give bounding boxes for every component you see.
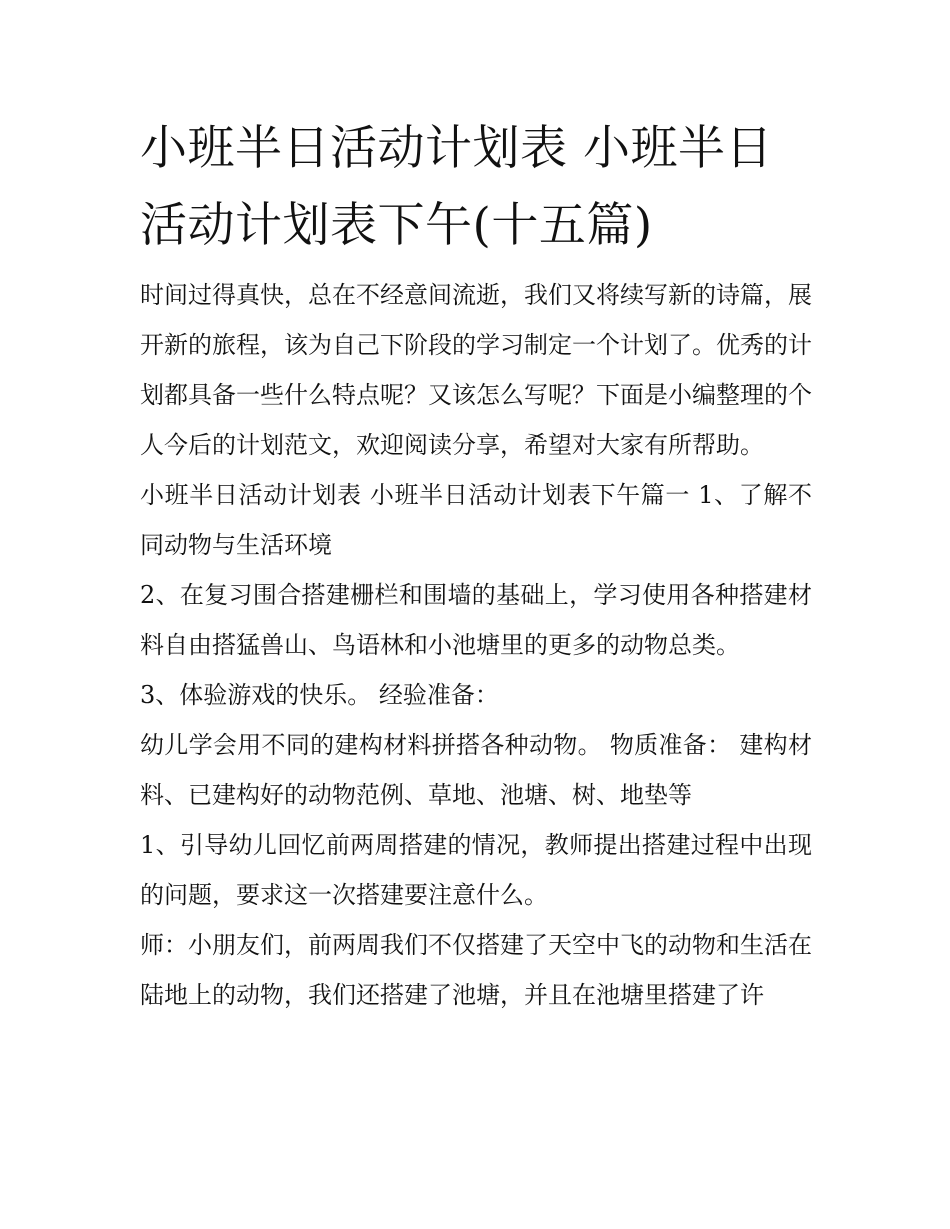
paragraph-section-one-heading: 小班半日活动计划表 小班半日活动计划表下午篇一 1、了解不同动物与生活环境	[140, 481, 812, 559]
document-body	[140, 110, 812, 1020]
paragraph-step-one: 1、引导幼儿回忆前两周搭建的情况，教师提出搭建过程中出现的问题，要求这一次搭建要注意什么。	[140, 831, 812, 909]
paragraph-teacher-speech: 师：小朋友们，前两周我们不仅搭建了天空中飞的动物和生活在陆地上的动物，我们还搭建了池塘，并且在池塘里搭建了许	[140, 931, 812, 1009]
document-title: 小班半日活动计划表 小班半日活动计划表下午(十五篇)	[140, 121, 773, 253]
paragraph-goal-two: 2、在复习围合搭建栅栏和围墙的基础上，学习使用各种搭建材料自由搭猛兽山、鸟语林和小池塘里的更多的动物总类。	[140, 581, 812, 659]
paragraph-preparation: 幼儿学会用不同的建构材料拼搭各种动物。 物质准备： 建构材料、已建构好的动物范例、草地、池塘、树、地垫等	[140, 731, 812, 809]
paragraph-intro: 时间过得真快，总在不经意间流逝，我们又将续写新的诗篇，展开新的旅程，该为自己下阶段的学习制定一个计划了。优秀的计划都具备一些什么特点呢？又该怎么写呢？下面是小编整理的个人今后的计划范文，欢迎阅读分享，希望对大家有所帮助。	[140, 281, 812, 459]
paragraph-goal-three: 3、体验游戏的快乐。 经验准备：	[140, 681, 499, 709]
